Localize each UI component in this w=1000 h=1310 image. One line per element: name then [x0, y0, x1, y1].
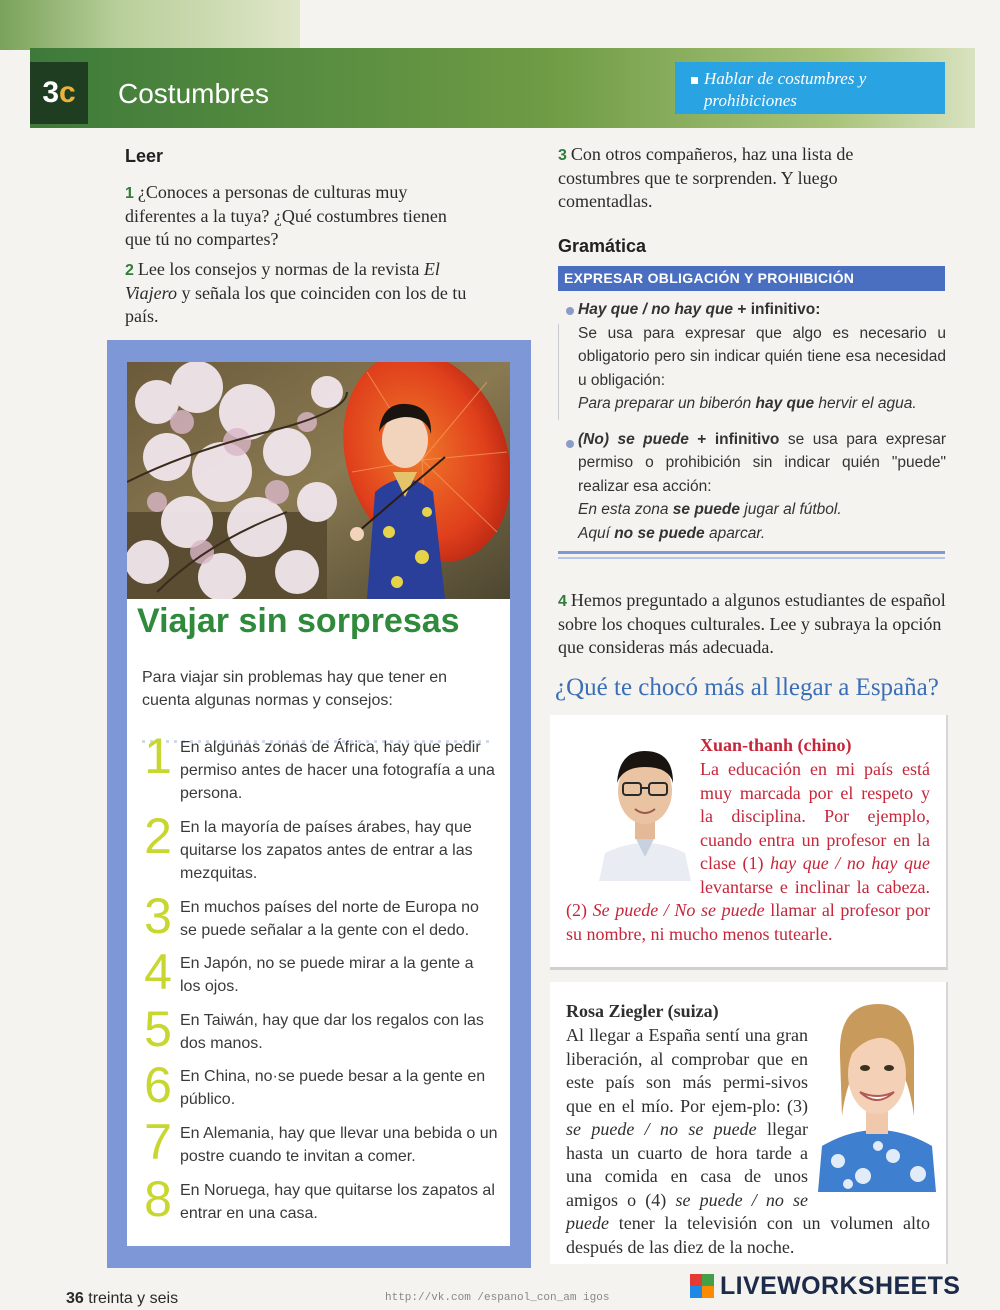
geisha-umbrella-photo: [127, 362, 510, 599]
rule-number: 5: [144, 1001, 172, 1057]
rule-text: En la mayoría de países árabes, hay que quitarse los zapatos antes de entrar a las mezquitas.: [180, 819, 473, 882]
brand-name: LIVEWORKSHEETS: [720, 1271, 961, 1300]
exercise-2-text-a: Lee los consejos y normas de la revista: [137, 259, 424, 279]
grammar-bottom-rule: [558, 551, 945, 554]
objective-line-1: Hablar de costumbres y: [704, 69, 867, 88]
exercise-3-text: Con otros compañeros, haz una lista de costumbres que te sorprenden. Y luego comentadlas.: [558, 144, 854, 211]
rule-text: En China, no·se puede besar a la gente en público.: [180, 1068, 486, 1108]
magazine-name: El Viajero: [125, 259, 440, 303]
exercise-number: 4: [558, 593, 567, 610]
bullet-icon: [566, 440, 574, 448]
exercise-1: [125, 181, 470, 251]
testimony-xuan-name: [700, 734, 930, 758]
section-heading-leer: Leer: [125, 146, 164, 166]
exercise-number: 1: [125, 185, 134, 202]
student-name: Rosa Ziegler (suiza): [566, 1001, 719, 1021]
photo-spacer: [808, 1024, 930, 1191]
testimony-text: llamar al profesor por su nombre, ni mucho menos tutearle.: [566, 900, 931, 944]
liveworksheets-brand[interactable]: [690, 1272, 990, 1300]
grammar-2-explanation: [566, 428, 946, 499]
exercise-4-text: Hemos preguntado a algunos estudiantes de español sobre los choques culturales. Lee y subraya la opción que consideras más adecuada.: [558, 590, 946, 657]
exercise-number: 2: [125, 262, 134, 279]
rule-number: 7: [144, 1114, 172, 1170]
grammar-2-example-1: [566, 498, 946, 522]
bullet-icon: [566, 307, 574, 315]
grammar-box: [566, 298, 946, 545]
rule-text: En Noruega, hay que quitarse los zapatos al entrar en una casa.: [180, 1182, 495, 1222]
example-highlight: se puede: [672, 501, 740, 518]
testimony-rosa-text: [566, 1024, 930, 1259]
unit-letter: c: [59, 76, 76, 109]
testimony-text: tener la televisión con un volumen alto después de las diez de la noche.: [566, 1213, 930, 1257]
testimony-xuan-text: [566, 758, 930, 946]
rule-number: 1: [144, 728, 172, 784]
photo-spacer: [566, 758, 700, 890]
example-text: En esta zona: [578, 501, 673, 518]
answer-option[interactable]: Se puede / No se puede: [592, 900, 765, 920]
grammar-2-example-2: [566, 522, 946, 546]
rule-text: En Taiwán, hay que dar los regalos con las dos manos.: [180, 1012, 484, 1052]
grammar-1-example: [566, 392, 946, 416]
objective-line-2: prohibiciones: [704, 91, 797, 110]
exercise-2-text-b: y señala los que coinciden con los de tu país.: [125, 283, 467, 326]
answer-option[interactable]: hay que / no hay que: [770, 853, 930, 873]
source-url: http://vk.com /espanol_con_am igos: [385, 1292, 610, 1304]
square-bullet-icon: [691, 77, 698, 84]
objective-tag: [675, 62, 945, 114]
unit-badge: [30, 62, 88, 124]
example-text: Para preparar un biberón: [578, 395, 756, 412]
grammar-divider: [558, 324, 559, 420]
grammar-2-infinitivo: + infinitivo: [688, 430, 780, 448]
grammar-2-structure: (No) se puede: [578, 430, 689, 448]
header-decoration: [0, 0, 300, 50]
page-number-digits: 36: [66, 1290, 84, 1307]
testimony-text: Al llegar a España sentí una gran liberación, al comprobar que en este país son más permi-sivos que en el mío. Por ejem-plo: (3): [566, 1025, 808, 1116]
exercise-4: [558, 589, 960, 659]
testimony-text: levantarse e inclinar la cabeza. (2): [566, 876, 930, 920]
testimony-rosa-name: [566, 1000, 814, 1024]
page-number-words: treinta y seis: [88, 1290, 179, 1307]
unit-number: 3: [42, 76, 59, 109]
grammar-bottom-rule: [558, 557, 945, 559]
example-text: hervir el agua.: [814, 395, 917, 412]
answer-option[interactable]: se puede / no se puede: [566, 1119, 757, 1139]
rule-number: 8: [144, 1171, 172, 1227]
article-title: Viajar sin sorpresas: [137, 602, 460, 640]
rule-number: 6: [144, 1057, 172, 1113]
student-name: Xuan-thanh (chino): [700, 735, 852, 755]
rule-number: 2: [144, 808, 172, 864]
rule-text: En algunas zonas de África, hay que pedir permiso antes de hacer una fotografía a una persona.: [180, 739, 495, 802]
liveworksheets-logo-icon: [690, 1274, 714, 1298]
answer-option[interactable]: se puede / no se puede: [566, 1189, 809, 1233]
exercise-number: 3: [558, 147, 567, 164]
rule-text: En muchos países del norte de Europa no se puede señalar a la gente con el dedo.: [180, 899, 479, 939]
example-text: Aquí: [578, 524, 615, 542]
grammar-1-structure: Hay que / no hay que: [578, 301, 734, 318]
exercise-3: [558, 143, 918, 213]
testimony-text: La educación en mi país está muy marcada por el respeto y la disciplina. Por ejemplo, cuando entra un profesor en la clase (1): [700, 759, 930, 873]
grammar-2-text: se usa para expresar permiso o prohibición sin indicar quién "puede" realizar esa acción:: [578, 430, 946, 495]
rule-text: En Alemania, hay que llevar una bebida o un postre cuando te invitan a comer.: [180, 1125, 498, 1165]
exercise-2: [125, 258, 490, 328]
example-highlight: no se puede: [614, 524, 705, 542]
grammar-banner: EXPRESAR OBLIGACIÓN Y PROHIBICIÓN: [558, 266, 945, 291]
article-intro: Para viajar sin problemas hay que tener en cuenta algunas normas y consejos:: [142, 669, 448, 709]
rule-text: En Japón, no se puede mirar a la gente a los ojos.: [180, 955, 474, 995]
example-text: aparcar.: [704, 524, 766, 542]
grammar-1-explanation: Se usa para expresar que algo es necesario u obligatorio pero sin indicar quién tiene esa necesidad u obligación:: [578, 324, 946, 389]
rule-number: 3: [144, 888, 172, 944]
exercise-1-text: ¿Conoces a personas de culturas muy diferentes a la tuya? ¿Qué costumbres tienen que tú no compartes?: [125, 182, 447, 249]
grammar-1-infinitivo: + infinitivo:: [733, 301, 821, 318]
testimony-text: llegar hasta un cuarto de hora tarde a una comida en casa de unos amigos o (4): [566, 1119, 808, 1210]
section-heading-gramatica: Gramática: [558, 236, 647, 256]
rule-number: 4: [144, 944, 172, 1000]
survey-question-title: ¿Qué te chocó más al llegar a España?: [555, 674, 939, 701]
unit-title: Costumbres: [118, 78, 269, 109]
dotted-divider: [142, 730, 497, 735]
example-highlight: hay que: [755, 395, 815, 412]
example-text: jugar al fútbol.: [740, 501, 842, 518]
page-number: [66, 1290, 178, 1308]
